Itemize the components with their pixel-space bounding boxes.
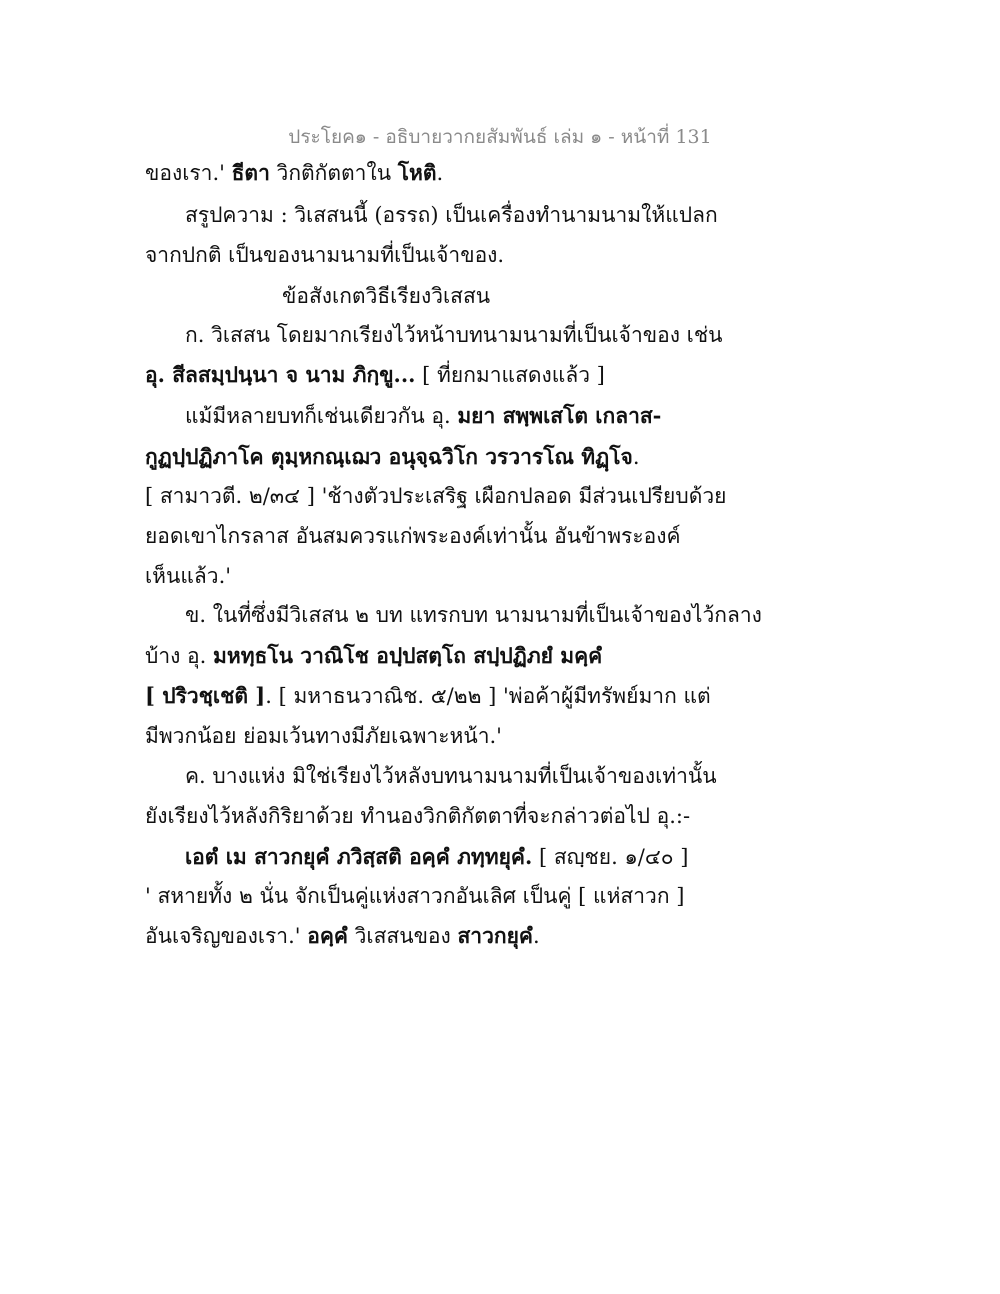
text-segment: สรูปความ : วิเสสนนี้ (อรรถ) เป็นเครื่องทำนามนามให้แปลก — [185, 203, 718, 227]
text-line — [145, 240, 504, 270]
bold-term: มยา สพฺพเสโต เกลาส- — [457, 403, 662, 428]
text-segment: มีพวกน้อย ย่อมเว้นทางมีภัยเฉพาะหน้า.' — [145, 724, 502, 748]
text-segment: ก. วิเสสน โดยมากเรียงไว้หน้าบทนามนามที่เป็นเจ้าของ เช่น — [185, 323, 723, 347]
text-segment: [ สญฺชย. ๑/๔๐ ] — [532, 845, 689, 869]
text-line — [145, 158, 443, 188]
text-line — [145, 360, 605, 390]
text-segment: วิกติกัตตาใน — [269, 161, 398, 185]
text-line — [185, 320, 722, 350]
text-segment: ' สหายทั้ง ๒ นั่น จักเป็นคู่แห่งสาวกอันเลิศ เป็นคู่ [ แห่สาวก ] — [145, 884, 685, 908]
text-line — [185, 842, 688, 872]
text-segment: [ สามาวตี. ๒/๓๔ ] 'ช้างตัวประเสริฐ เผือกปลอด มีส่วนเปรียบด้วย — [145, 484, 727, 508]
text-line — [145, 442, 640, 472]
text-segment: วิเสสนของ — [347, 924, 458, 948]
text-line — [145, 801, 690, 831]
text-line — [145, 641, 602, 671]
text-segment: . — [632, 445, 640, 469]
text-line — [185, 200, 718, 230]
text-line — [145, 521, 681, 551]
text-line — [145, 881, 684, 911]
text-segment: . — [436, 161, 444, 185]
text-segment: . [ มหาธนวาณิช. ๕/๒๒ ] 'พ่อค้าผู้มีทรัพย์มาก แต่ — [265, 684, 711, 708]
text-segment: บ้าง อุ. — [145, 644, 214, 668]
text-line — [145, 721, 502, 751]
text-line — [145, 481, 726, 511]
text-segment: ข. ในที่ซึ่งมีวิเสสน ๒ บท แทรกบท นามนามที่เป็นเจ้าของไว้กลาง — [185, 603, 762, 627]
text-segment: . — [532, 924, 540, 948]
text-segment: จากปกติ เป็นของนามนามที่เป็นเจ้าของ. — [145, 243, 505, 267]
text-segment: แม้มีหลายบทก็เช่นเดียวกัน อุ. — [185, 404, 458, 428]
text-segment: อันเจริญของเรา.' — [145, 924, 308, 948]
bold-term: กูฏปฺปฏิภาโค ตุมฺหกณฺเฌว อนุจฺฉวิโก วรวารโณ ทิฏฺโจ — [145, 444, 633, 469]
bold-term: สาวกยุคํ — [457, 923, 533, 948]
text-line — [145, 681, 711, 711]
text-segment: ยอดเขาไกรลาส อันสมควรแก่พระองค์เท่านั้น อันข้าพระองค์ — [145, 524, 681, 548]
text-line — [185, 761, 717, 791]
text-segment: เห็นแล้ว.' — [145, 564, 232, 588]
bold-term: เอตํ เม สาวกยุคํ ภวิสฺสติ อคฺคํ ภทฺทยุคํ. — [185, 844, 533, 869]
bold-term: ธีตา — [231, 160, 270, 185]
text-line — [145, 921, 540, 951]
text-segment: ยังเรียงไว้หลังกิริยาด้วย ทำนองวิกติกัตตาที่จะกล่าวต่อไป อุ.:- — [145, 804, 691, 828]
text-segment: ค. บางแห่ง มิใช่เรียงไว้หลังบทนามนามที่เป็นเจ้าของเท่านั้น — [185, 764, 717, 788]
text-segment: ข้อสังเกตวิธีเรียงวิเสสน — [282, 284, 491, 308]
text-segment: [ ที่ยกมาแสดงแล้ว ] — [415, 363, 605, 387]
page-header: ประโยค๑ - อธิบายวากยสัมพันธ์ เล่ม ๑ - หน้าที่ 131 — [288, 126, 712, 148]
text-segment: ของเรา.' — [145, 161, 232, 185]
section-heading — [282, 281, 490, 311]
bold-term: โหติ — [397, 160, 437, 185]
text-line — [145, 561, 231, 591]
bold-term: อคฺคํ — [307, 923, 348, 948]
bold-term: มหทฺธโน วาณิโช อปฺปสตฺโถ สปฺปฏิภยํ มคฺคํ — [213, 643, 603, 668]
text-line — [185, 401, 661, 431]
bold-term: [ ปริวชฺเชติ ] — [145, 683, 266, 708]
bold-term: อุ. สีลสมฺปนฺนา จ นาม ภิกฺขู... — [145, 362, 416, 387]
text-line — [185, 600, 762, 630]
